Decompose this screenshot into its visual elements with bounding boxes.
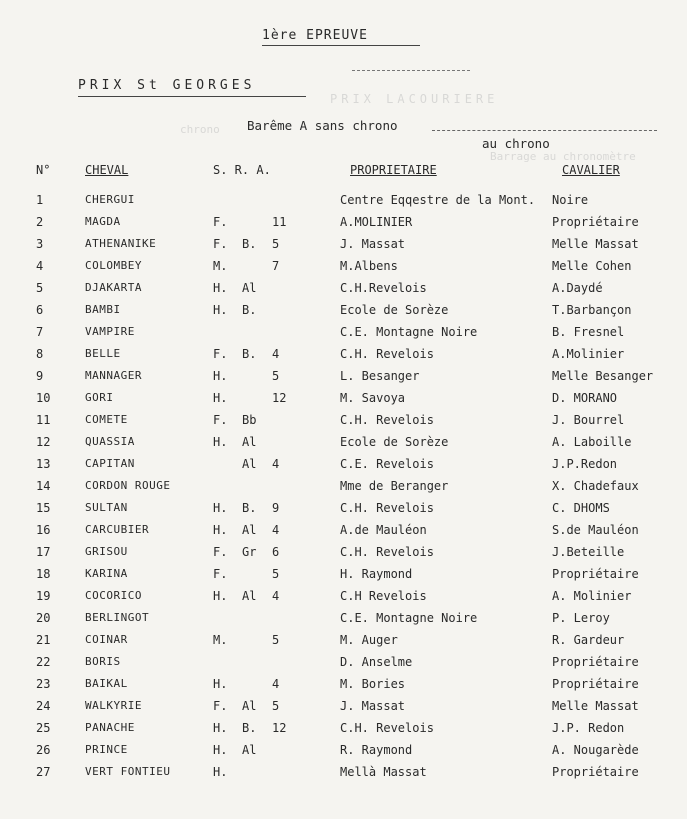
cell-num: 11 [36,413,51,427]
cell-horse: PANACHE [85,721,135,734]
cell-owner: D. Anselme [340,655,413,669]
event-title: 1ère EPREUVE [262,28,368,43]
table-row [0,369,687,391]
cell-a: 5 [272,633,280,647]
cell-num: 19 [36,589,51,603]
cell-num: 17 [36,545,51,559]
cell-rider: J.P. Redon [552,721,625,735]
chrono-note: au chrono [482,136,550,151]
cell-a: 4 [272,677,280,691]
scoring-table: Barême A sans chrono [247,118,398,133]
cell-a: 5 [272,567,280,581]
cell-owner: C.H. Revelois [340,721,434,735]
table-row [0,347,687,369]
cell-horse: KARINA [85,567,128,580]
table-row [0,303,687,325]
table-row [0,743,687,765]
bleed-through-text: chrono [180,123,220,136]
cell-rider: Propriétaire [552,655,639,669]
cell-rider: R. Gardeur [552,633,625,647]
cell-a: 4 [272,347,280,361]
cell-owner: J. Massat [340,237,406,251]
cell-owner: C.H. Revelois [340,347,434,361]
cell-rider: A. Laboille [552,435,632,449]
cell-owner: C.H Revelois [340,589,427,603]
table-row [0,633,687,655]
cell-a: 9 [272,501,280,515]
cell-a: 5 [272,237,280,251]
cell-s: F. [213,545,228,559]
cell-owner: H. Raymond [340,567,413,581]
cell-rider: P. Leroy [552,611,610,625]
cell-s: H. [213,743,228,757]
table-row [0,391,687,413]
table-row [0,501,687,523]
table-row [0,479,687,501]
cell-horse: COINAR [85,633,128,646]
cell-horse: ATHENANIKE [85,237,157,250]
cell-horse: BERLINGOT [85,611,150,624]
cell-horse: QUASSIA [85,435,135,448]
cell-a: 7 [272,259,280,273]
table-row [0,699,687,721]
cell-rider: S.de Mauléon [552,523,639,537]
cell-owner: C.E. Montagne Noire [340,325,478,339]
header-sra: S. R. A. [213,163,271,177]
table-row [0,589,687,611]
cell-num: 16 [36,523,51,537]
cell-horse: COLOMBEY [85,259,142,272]
cell-num: 22 [36,655,51,669]
cell-horse: VAMPIRE [85,325,135,338]
cell-r: Al [242,435,257,449]
cell-horse: WALKYRIE [85,699,142,712]
cell-s: F. [213,215,228,229]
cell-s: H. [213,369,228,383]
cell-a: 4 [272,523,280,537]
cell-num: 20 [36,611,51,625]
cell-rider: Melle Cohen [552,259,632,273]
cell-num: 3 [36,237,44,251]
cell-s: F. [213,567,228,581]
title-underline [262,45,420,46]
cell-r: B. [242,721,257,735]
cell-a: 6 [272,545,280,559]
cell-owner: M.Albens [340,259,398,273]
dashed-line [352,70,470,71]
cell-owner: L. Besanger [340,369,420,383]
cell-horse: CARCUBIER [85,523,150,536]
cell-r: B. [242,347,257,361]
cell-owner: R. Raymond [340,743,413,757]
table-row [0,435,687,457]
dashed-line [432,130,657,131]
cell-s: M. [213,259,228,273]
cell-owner: C.H.Revelois [340,281,427,295]
cell-owner: C.E. Montagne Noire [340,611,478,625]
cell-horse: BORIS [85,655,121,668]
cell-owner: C.H. Revelois [340,545,434,559]
cell-rider: B. Fresnel [552,325,625,339]
cell-s: H. [213,303,228,317]
cell-num: 6 [36,303,44,317]
cell-rider: A. Molinier [552,589,632,603]
cell-s: H. [213,281,228,295]
cell-r: Bb [242,413,257,427]
cell-num: 12 [36,435,51,449]
cell-rider: Propriétaire [552,567,639,581]
cell-r: B. [242,501,257,515]
cell-r: Al [242,281,257,295]
cell-r: Al [242,699,257,713]
table-row [0,765,687,787]
cell-rider: J.Beteille [552,545,625,559]
bleed-through-text: Barrage au chronomètre [490,150,636,163]
cell-rider: Noire [552,193,589,207]
cell-horse: VERT FONTIEU [85,765,171,778]
cell-a: 5 [272,699,280,713]
cell-num: 26 [36,743,51,757]
cell-horse: PRINCE [85,743,128,756]
cell-horse: SULTAN [85,501,128,514]
cell-horse: BELLE [85,347,121,360]
cell-rider: Melle Massat [552,237,639,251]
cell-rider: J.P.Redon [552,457,618,471]
cell-owner: C.E. Revelois [340,457,434,471]
cell-r: Al [242,457,257,471]
cell-rider: Melle Massat [552,699,639,713]
cell-num: 25 [36,721,51,735]
cell-owner: Ecole de Sorèze [340,435,449,449]
header-rider: CAVALIER [562,163,620,177]
cell-s: H. [213,765,228,779]
table-row [0,567,687,589]
cell-horse: CHERGUI [85,193,135,206]
cell-horse: GORI [85,391,114,404]
cell-s: H. [213,391,228,405]
cell-owner: Mellà Massat [340,765,427,779]
cell-r: Al [242,523,257,537]
prize-underline [78,96,306,97]
cell-num: 23 [36,677,51,691]
cell-s: H. [213,523,228,537]
table-row [0,237,687,259]
prize-name: PRIX St GEORGES [78,78,256,93]
cell-num: 18 [36,567,51,581]
cell-rider: Melle Besanger [552,369,654,383]
cell-horse: GRISOU [85,545,128,558]
table-row [0,721,687,743]
cell-horse: CAPITAN [85,457,135,470]
header-horse: CHEVAL [85,163,129,177]
cell-horse: COCORICO [85,589,142,602]
cell-num: 14 [36,479,51,493]
cell-horse: CORDON ROUGE [85,479,171,492]
cell-num: 24 [36,699,51,713]
cell-horse: DJAKARTA [85,281,142,294]
cell-owner: M. Auger [340,633,398,647]
header-owner: PROPRIETAIRE [350,163,437,177]
cell-s: H. [213,435,228,449]
cell-owner: Ecole de Sorèze [340,303,449,317]
table-row [0,677,687,699]
cell-r: B. [242,303,257,317]
table-row [0,215,687,237]
cell-rider: A.Daydé [552,281,603,295]
cell-num: 27 [36,765,51,779]
table-row [0,523,687,545]
cell-num: 10 [36,391,51,405]
cell-owner: Mme de Beranger [340,479,449,493]
cell-owner: C.H. Revelois [340,501,434,515]
table-row [0,655,687,677]
cell-horse: MAGDA [85,215,121,228]
cell-owner: A.MOLINIER [340,215,413,229]
cell-num: 5 [36,281,44,295]
cell-horse: BAIKAL [85,677,128,690]
cell-horse: MANNAGER [85,369,142,382]
cell-r: Gr [242,545,257,559]
cell-s: H. [213,677,228,691]
cell-rider: J. Bourrel [552,413,625,427]
cell-num: 15 [36,501,51,515]
cell-rider: A. Nougarède [552,743,639,757]
cell-num: 8 [36,347,44,361]
cell-owner: J. Massat [340,699,406,713]
cell-num: 21 [36,633,51,647]
cell-r: B. [242,237,257,251]
cell-r: Al [242,589,257,603]
cell-a: 4 [272,457,280,471]
cell-s: H. [213,589,228,603]
cell-owner: M. Savoya [340,391,406,405]
table-row [0,413,687,435]
cell-s: F. [213,237,228,251]
cell-owner: A.de Mauléon [340,523,427,537]
cell-a: 12 [272,391,287,405]
table-row [0,545,687,567]
table-row [0,457,687,479]
cell-rider: X. Chadefaux [552,479,639,493]
table-row [0,259,687,281]
cell-s: F. [213,347,228,361]
cell-rider: Propriétaire [552,765,639,779]
header-number: N° [36,163,51,177]
cell-r: Al [242,743,257,757]
cell-a: 4 [272,589,280,603]
cell-a: 12 [272,721,287,735]
cell-s: F. [213,699,228,713]
cell-owner: C.H. Revelois [340,413,434,427]
cell-horse: COMETE [85,413,128,426]
cell-rider: C. DHOMS [552,501,610,515]
bleed-through-text: PRIX LACOURIERE [330,92,499,106]
cell-owner: M. Bories [340,677,406,691]
cell-rider: A.Molinier [552,347,625,361]
cell-rider: D. MORANO [552,391,618,405]
cell-s: F. [213,413,228,427]
cell-a: 11 [272,215,287,229]
cell-rider: Propriétaire [552,677,639,691]
cell-rider: T.Barbançon [552,303,632,317]
cell-num: 1 [36,193,44,207]
cell-s: H. [213,721,228,735]
cell-s: M. [213,633,228,647]
cell-s: H. [213,501,228,515]
cell-owner: Centre Eqqestre de la Mont. [340,193,536,207]
cell-num: 13 [36,457,51,471]
table-row [0,193,687,215]
cell-num: 2 [36,215,44,229]
cell-a: 5 [272,369,280,383]
table-row [0,325,687,347]
cell-rider: Propriétaire [552,215,639,229]
cell-num: 7 [36,325,44,339]
cell-horse: BAMBI [85,303,121,316]
table-row [0,281,687,303]
table-row [0,611,687,633]
cell-num: 9 [36,369,44,383]
cell-num: 4 [36,259,44,273]
